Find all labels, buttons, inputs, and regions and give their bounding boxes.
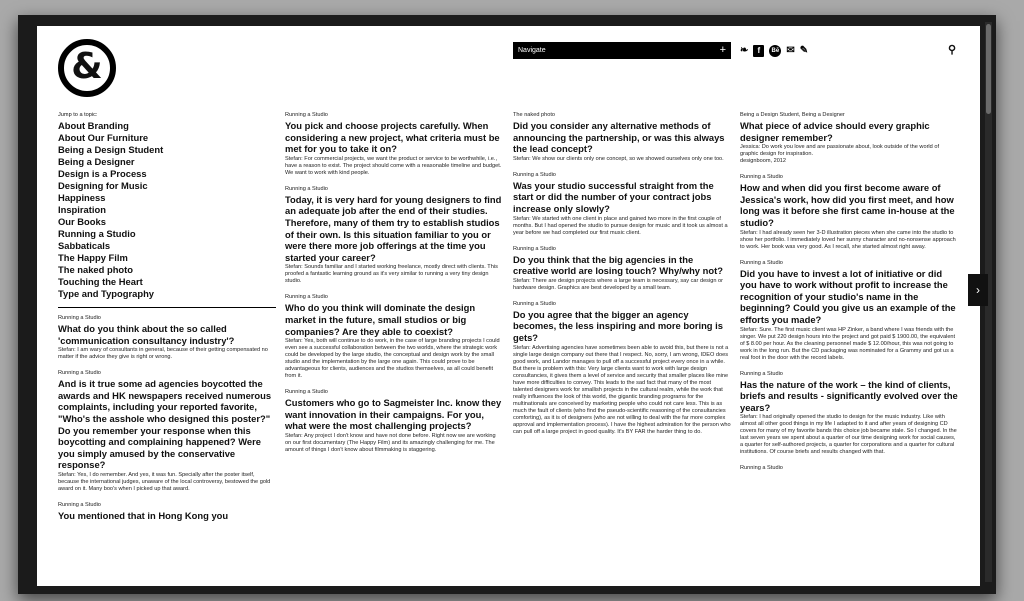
entry-topic-tag[interactable]: Running a Studio bbox=[58, 501, 101, 508]
entry-question[interactable]: Did you have to invest a lot of initiative or did you have to work without profit to increase the recognition of your studio's name in the beginning? Could you give us an example of the efforts you made? bbox=[740, 267, 956, 325]
topic-link[interactable]: Type and Typography bbox=[58, 288, 155, 299]
topic-link[interactable]: Being a Design Student bbox=[58, 144, 164, 155]
topic-link[interactable]: About Branding bbox=[58, 120, 129, 131]
search-icon[interactable]: ⚲ bbox=[948, 44, 957, 56]
topic-link[interactable]: Touching the Heart bbox=[58, 276, 143, 287]
column-2 bbox=[285, 112, 503, 463]
interview-entry bbox=[285, 294, 503, 380]
interview-entry bbox=[285, 112, 503, 177]
mail-icon[interactable]: ✉ bbox=[786, 45, 795, 56]
entry-topic-tag[interactable]: Running a Studio bbox=[740, 259, 783, 266]
entry-topic-tag[interactable]: Running a Studio bbox=[285, 185, 328, 192]
entry-answer: Stefan: I am wary of consultants in general, because of their getting compensated no matter if the advice they give is right or wrong. bbox=[58, 347, 268, 361]
entry-question[interactable]: What do you think about the so called 'communication consultancy industry'? bbox=[58, 323, 235, 346]
topic-list bbox=[58, 120, 276, 300]
column-3 bbox=[513, 112, 731, 445]
entry-topic-tag[interactable]: Running a Studio bbox=[285, 112, 328, 118]
entry-answer: Stefan: For commercial projects, we want the product or service to be worthwhile, i.e., have a reason to exist. The project should come with a reasonable timeline and budget. We want to work with kind people. bbox=[285, 155, 502, 176]
topic-link[interactable]: Designing for Music bbox=[58, 180, 148, 191]
jump-label: Jump to a topic: bbox=[58, 112, 98, 118]
divider bbox=[58, 307, 276, 308]
plus-icon: + bbox=[719, 44, 726, 56]
entry-question[interactable]: What piece of advice should every graphic designer remember? bbox=[740, 120, 930, 143]
entry-answer: Stefan: We started with one client in place and gained two more in the first couple of months. But I had opened the studio to pursue design for music and it took us almost a year before we had completed our first music client. bbox=[513, 215, 728, 236]
entry-answer: Stefan: Yes, both will continue to do work, in the case of large branding projects I could even see a successful collaboration between the two worlds, where the strategic work could be developed by the large studio, the conceptual and design work by the small studio and the implementation by the large one again. This could prove to be advantageous for clients, audiences and the studios themselves, as all could benefit from it. bbox=[285, 338, 500, 380]
entry-topic-tag[interactable]: Running a Studio bbox=[58, 370, 101, 377]
entry-question[interactable]: You mentioned that in Hong Kong you bbox=[58, 509, 229, 521]
behance-icon[interactable]: Bē bbox=[769, 45, 781, 57]
column-1 bbox=[58, 112, 276, 531]
entry-topic-tag[interactable]: Being a Design Student, Being a Designer bbox=[740, 112, 845, 118]
entry-question[interactable]: Today, it is very hard for young designers to find an adequate job after the end of their studies. Therefore, many of them try to establish studios of their own. Is this situation familiar to you or were there more job offerings at the time you started your career? bbox=[285, 193, 502, 263]
entry-question[interactable]: Has the nature of the work – the kind of clients, briefs and results - significantly evolved over the years? bbox=[740, 378, 958, 413]
entry-answer: Stefan: I had already seen her 3-D illustration pieces when she came into the studio to show her portfolio. I immediately loved her sunny character and no-nonsense approach to work. Her book was very good. As I recall, she started almost right away. bbox=[740, 229, 956, 250]
topic-link[interactable]: Running a Studio bbox=[58, 228, 136, 239]
interview-entry bbox=[740, 260, 958, 362]
interview-entry bbox=[513, 301, 731, 436]
facebook-icon[interactable]: f bbox=[753, 45, 764, 57]
entry-question[interactable]: Did you consider any alternative methods of announcing the partnership, or was this always the lead concept? bbox=[513, 120, 725, 155]
interview-entry bbox=[58, 315, 276, 361]
entry-topic-tag[interactable]: Running a Studio bbox=[58, 315, 101, 321]
interview-entry bbox=[513, 246, 731, 292]
topic-link[interactable]: Happiness bbox=[58, 192, 106, 203]
page bbox=[37, 26, 980, 586]
entry-topic-tag[interactable]: The naked photo bbox=[513, 112, 555, 118]
navigate-dropdown[interactable] bbox=[513, 42, 731, 59]
interview-entry bbox=[58, 502, 276, 522]
topic-link[interactable]: Sabbaticals bbox=[58, 240, 111, 251]
entry-question[interactable]: Customers who go to Sagmeister Inc. know they want innovation in their campaigns. For you, what were the most challenging projects? bbox=[285, 397, 502, 432]
logo[interactable]: & bbox=[58, 39, 116, 97]
interview-entry bbox=[740, 112, 958, 165]
scrollbar-thumb[interactable] bbox=[986, 24, 991, 114]
entry-question[interactable]: How and when did you first become aware of Jessica's work, how did you first meet, and how long was it before she first came in-house at the studio? bbox=[740, 182, 955, 228]
topic-link[interactable]: The Happy Film bbox=[58, 252, 128, 263]
next-page-arrow[interactable]: › bbox=[968, 274, 988, 306]
topic-link[interactable]: The naked photo bbox=[58, 264, 133, 275]
entry-answer: Stefan: Sounds familiar and I started working freelance, mostly direct with clients. This proofed a fantastic learning ground as it's very similar to running a very tiny design studio. bbox=[285, 264, 498, 285]
interview-entry bbox=[58, 370, 276, 493]
entry-topic-tag[interactable]: Running a Studio bbox=[513, 245, 556, 252]
entry-question[interactable]: You pick and choose projects carefully. When considering a new project, what criteria must be met for you to take it on? bbox=[285, 120, 500, 155]
interview-entry bbox=[285, 186, 503, 286]
twitter-icon[interactable]: ❧ bbox=[740, 45, 749, 56]
column-4 bbox=[740, 112, 958, 481]
entry-question[interactable]: Who do you think will dominate the design market in the future, small studios or big companies? Are they able to coexist? bbox=[285, 302, 476, 337]
topic-link[interactable]: Design is a Process bbox=[58, 168, 147, 179]
interview-entry bbox=[740, 174, 958, 250]
entry-topic-tag[interactable]: Running a Studio bbox=[513, 300, 556, 307]
topic-link[interactable]: Being a Designer bbox=[58, 156, 135, 167]
entry-answer: Stefan: Yes, I do remember. And yes, it was fun. Specially after the poster itself, because the international judges, unaware of the local controversy, bestowed the gold award on it. Many boo's when I picked up that award. bbox=[58, 471, 271, 492]
entry-topic-tag[interactable]: Running a Studio bbox=[285, 294, 328, 301]
interview-entry bbox=[285, 389, 503, 454]
entry-topic-tag[interactable]: Running a Studio bbox=[740, 465, 783, 472]
entry-question[interactable]: And is it true some ad agencies boycotted the awards and HK newspapers received numerous complaints, including your reported favorite, "Who's the asshole who designed this poster?" Do you remember your response when this boycotting and complaining happened? Were you simply amused by the conservative response? bbox=[58, 378, 272, 471]
topic-link[interactable]: About Our Furniture bbox=[58, 132, 149, 143]
entry-question[interactable]: Do you agree that the bigger an agency becomes, the less inspiring and more boring is gets? bbox=[513, 308, 723, 343]
entry-topic-tag[interactable]: Running a Studio bbox=[285, 389, 328, 396]
topic-link[interactable]: Inspiration bbox=[58, 204, 106, 215]
entry-answer: Stefan: There are design projects where a large team is necessary, say car design or hardware design. Graphics are best developed by a small team. bbox=[513, 277, 723, 291]
interview-entry bbox=[740, 371, 958, 457]
entry-topic-tag[interactable]: Running a Studio bbox=[513, 171, 556, 178]
pen-icon[interactable]: ✎ bbox=[799, 45, 809, 56]
interview-entry bbox=[740, 465, 958, 472]
entry-answer: Stefan: I had originally opened the studio to design for the music industry. Like with almost all other good things in my life I adapted to it and after years of designing CD covers for many of my favorite bands this choice job became stale. So I changed. In the last seven years we spent about a quarter of our time designing work for social causes, a quarter for self-authored projects, a quarter for corporations and a quarter for cultural institutions. Of course briefs and results changed with that. bbox=[740, 414, 957, 456]
entry-answer: Stefan: Advertising agencies have sometimes been able to avoid this, but there is not a single large design company out there that I respect. No, sorry, I am wrong, IDEO does good work, and Landor manages to pull off a successful project every once in a while. But there is problem with this: Very large clients want to work with large design consultancies, it gives them a level of service and security that smaller places like mine have more difficulties to convey. This leads to the sad fact that many of the most talented designers work for smallish projects in the cultural realm, while the work that really influences the look of this world, the gigantic branding programs for the multinationals are conceived by marketing people who could not care less. This is as much the fault of clients (who find the pseudo-scientific reasoning of the consultancies comforting), as it is of designers (who are not willing to deal with the far more complex approval and implementation process). I have the highest admiration for the person who can pull off a large project in good quality. It's BY FAR the harder thing to do. bbox=[513, 344, 731, 435]
social-links bbox=[740, 43, 808, 59]
entry-answer: Stefan: We show our clients only one concept, so we showed ourselves only one too. bbox=[513, 155, 724, 162]
navigate-label: Navigate bbox=[518, 47, 546, 54]
entry-answer: Jessica: Do work you love and are passionate about, look outside of the world of graphic design for inspiration. designboom, 2012 bbox=[740, 144, 940, 165]
entry-question[interactable]: Do you think that the big agencies in the creative world are losing touch? Why/why not? bbox=[513, 253, 723, 277]
entry-answer: Stefan: Any project I don't know and have not done before. Right now we are working on our first documentary (The Happy Film) and its amazingly challenging for me. The amount of things I don't know about filmmaking is staggering. bbox=[285, 432, 496, 453]
topic-link[interactable]: Our Books bbox=[58, 216, 106, 227]
interview-entry bbox=[513, 112, 731, 163]
entry-topic-tag[interactable]: Running a Studio bbox=[740, 174, 783, 181]
entry-answer: Stefan: Sure. The first music client was HP Zinker, a band where I was friends with the singer. We put 220 design hours into the project and got paid $ 1900.00, the equivalent of $ 8.00 per hour. As the cleaning personnel made $ 12.00/hour, this was not going to work in the long run. But the CD packaging was nominated for a Grammy and got us a real foot in the door with the record labels. bbox=[740, 326, 956, 361]
entry-topic-tag[interactable]: Running a Studio bbox=[740, 370, 783, 377]
interview-entry bbox=[513, 172, 731, 237]
entry-question[interactable]: Was your studio successful straight from the start or did the number of your contract jobs increase only slowly? bbox=[513, 179, 714, 214]
